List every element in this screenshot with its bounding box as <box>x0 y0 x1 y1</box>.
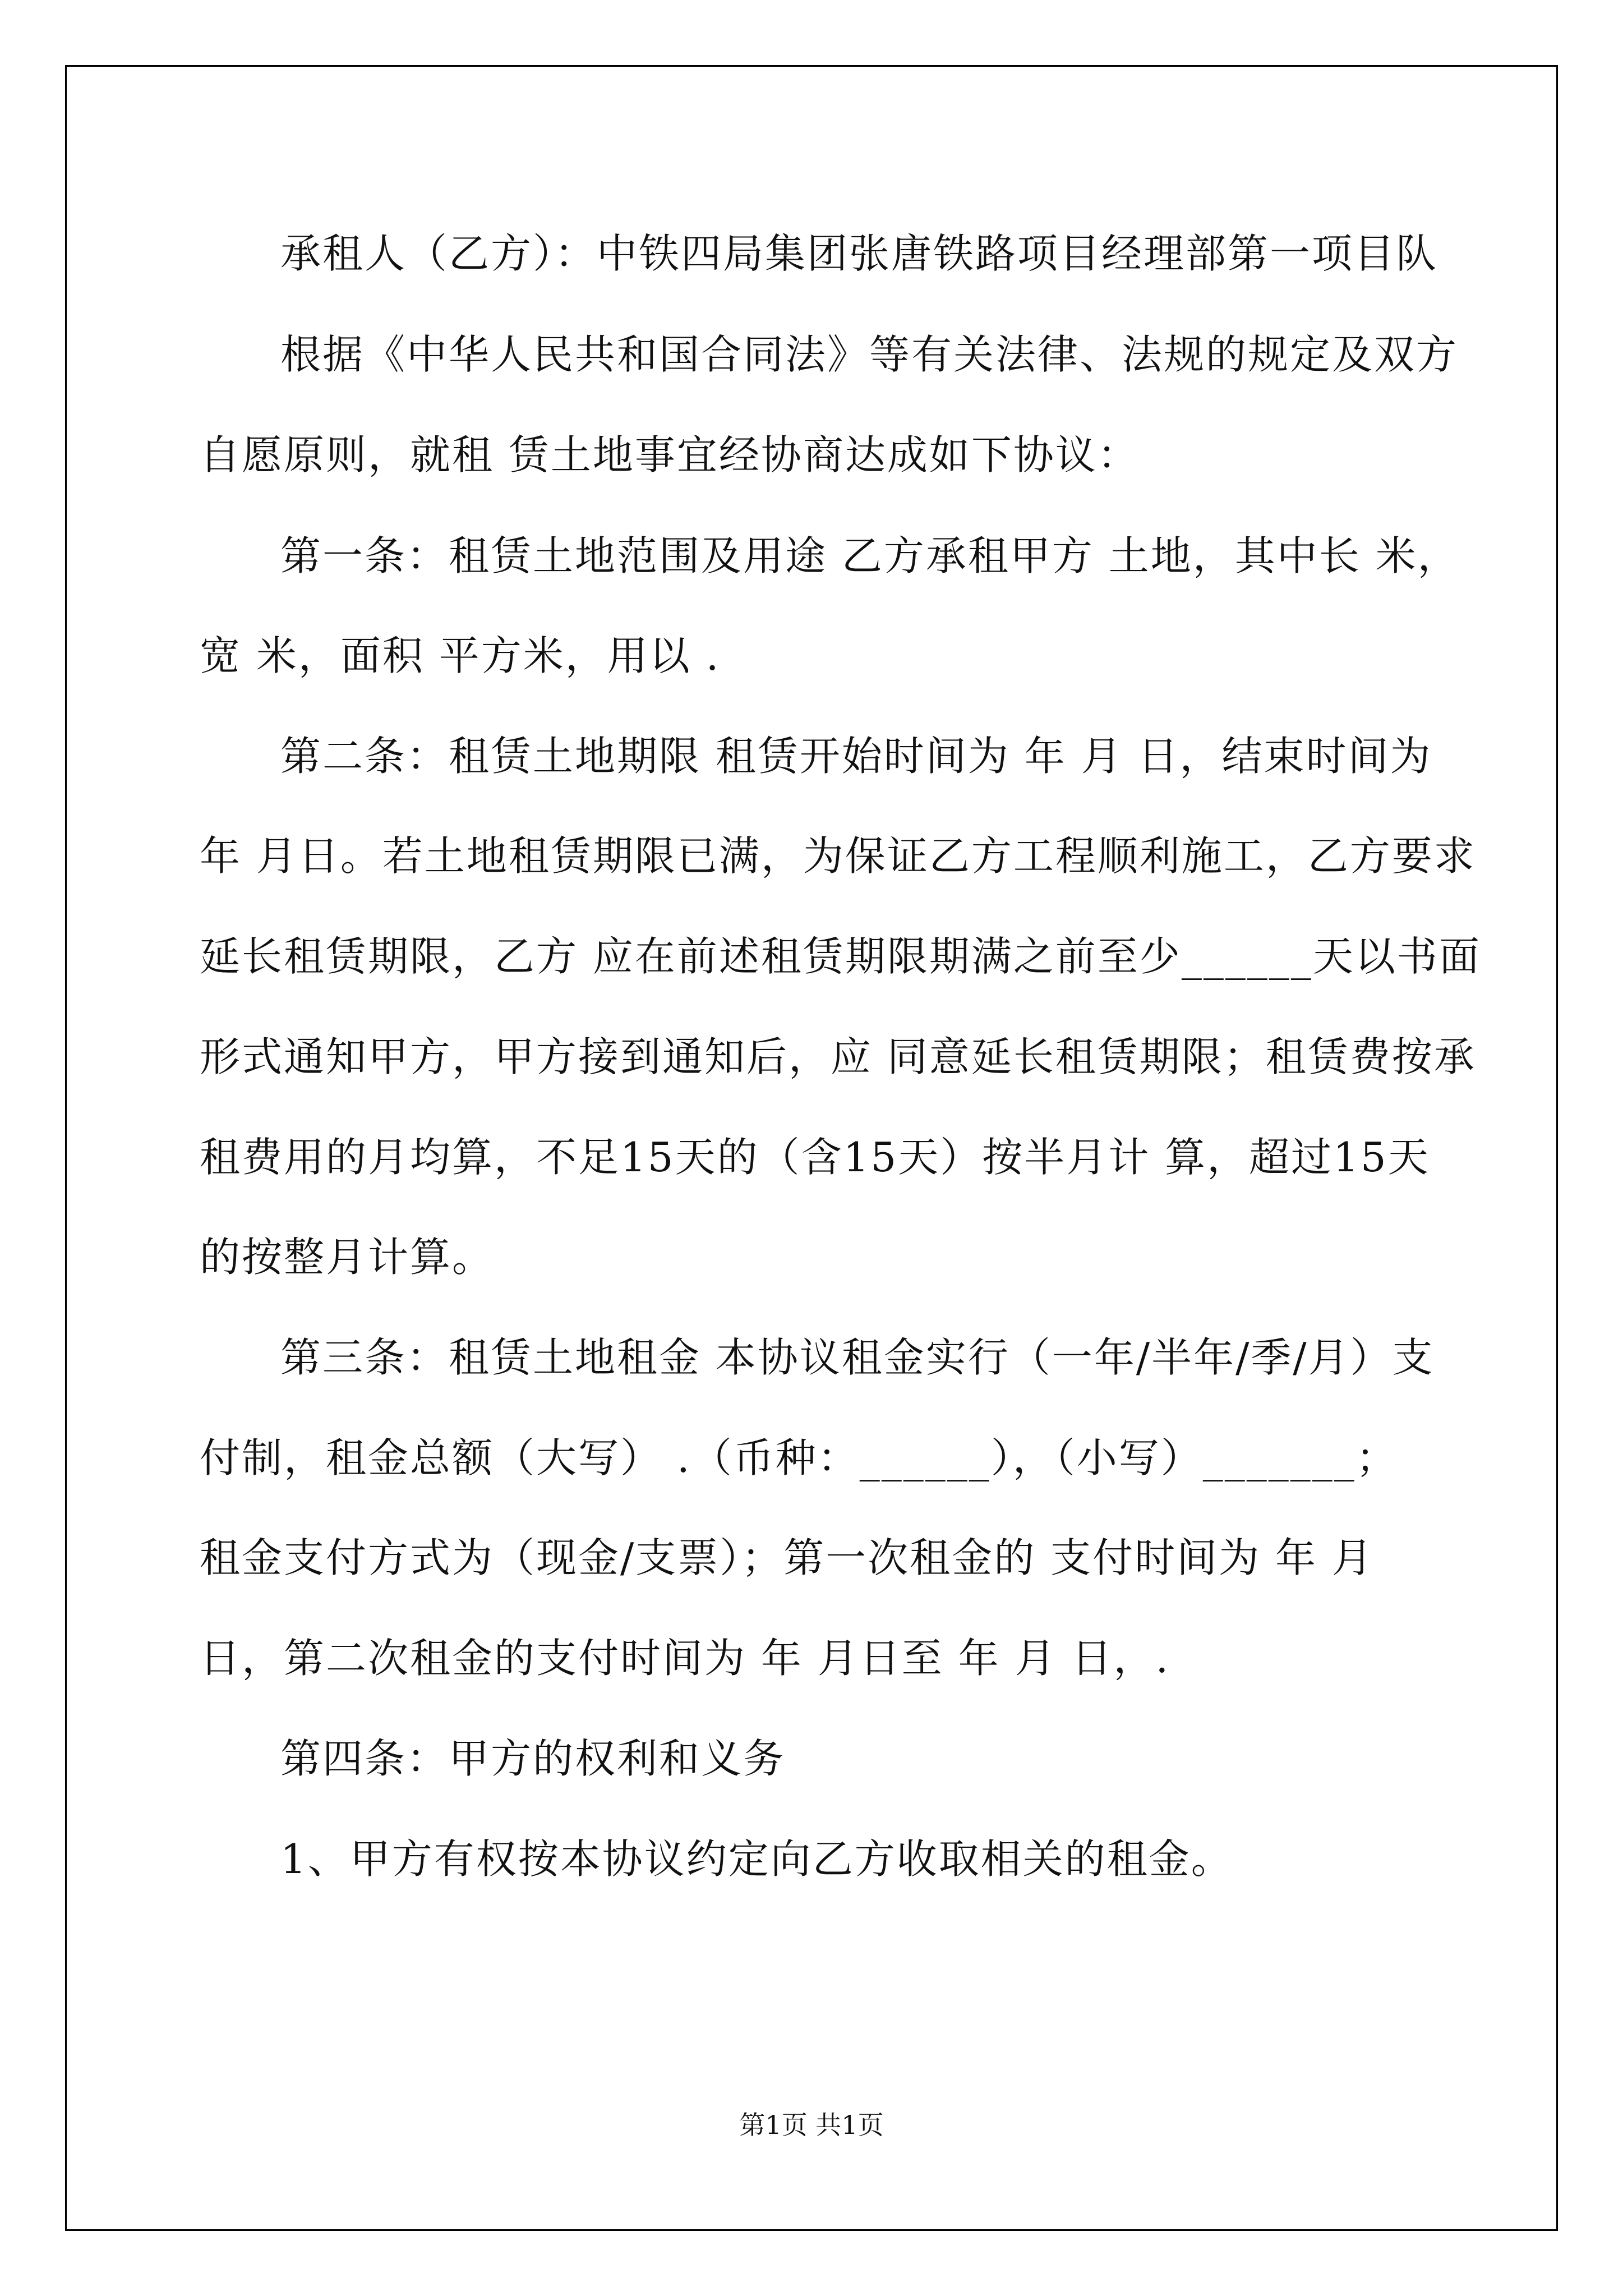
paragraph-lessee: 承租人（乙方）：中铁四局集团张唐铁路项目经理部第一项目队 <box>280 230 1438 277</box>
article-2-line-2: 年 月日。若土地租赁期限已满，为保证乙方工程顺利施工，乙方要求 <box>200 832 1476 880</box>
article-3-line-3: 租金支付方式为（现金/支票）；第一次租金的 支付时间为 年 月 <box>200 1534 1374 1581</box>
article-2-line-4: 形式通知甲方，甲方接到通知后，应 同意延长租赁期限；租赁费按承 <box>200 1033 1476 1080</box>
article-4-heading: 第四条：甲方的权利和义务 <box>280 1735 786 1782</box>
article-2-line-1: 第二条：租赁土地期限 租赁开始时间为 年 月 日，结束时间为 <box>280 733 1432 780</box>
article-2-line-5: 租费用的月均算，不足15天的（含15天）按半月计 算，超过15天 <box>200 1134 1430 1181</box>
paragraph-preamble-line-2: 自愿原则，就租 赁土地事宜经协商达成如下协议： <box>200 431 1140 478</box>
paragraph-preamble-line-1: 根据《中华人民共和国合同法》等有关法律、法规的规定及双方 <box>280 331 1459 378</box>
article-4-item-1: 1、甲方有权按本协议约定向乙方收取相关的租金。 <box>280 1835 1233 1883</box>
article-2-line-3: 延长租赁期限，乙方 应在前述租赁期限期满之前至少______天以书面 <box>200 933 1481 980</box>
article-3-line-4: 日，第二次租金的支付时间为 年 月日至 年 月 日，. <box>200 1635 1170 1682</box>
article-2-line-6: 的按整月计算。 <box>200 1234 495 1281</box>
page-footer: 第1页 共1页 <box>739 2110 884 2140</box>
article-1-line-1: 第一条：租赁土地范围及用途 乙方承租甲方 土地，其中长 米， <box>280 532 1460 579</box>
article-3-line-1: 第三条：租赁土地租金 本协议租金实行（一年/半年/季/月）支 <box>280 1334 1435 1381</box>
article-1-line-2: 宽 米，面积 平方米，用以 . <box>200 632 721 679</box>
article-3-line-2: 付制，租金总额（大写） .（币种：______），（小写）_______； <box>200 1434 1398 1481</box>
